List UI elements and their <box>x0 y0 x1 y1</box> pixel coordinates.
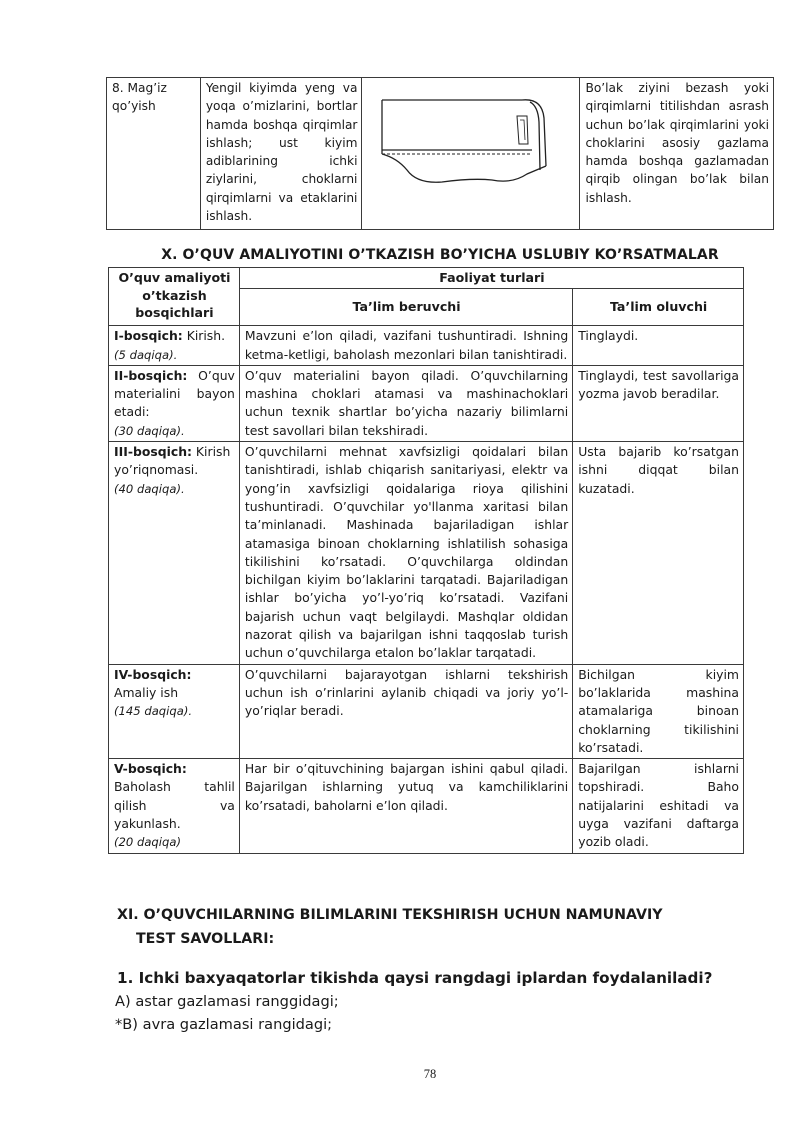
header-teacher: Ta’lim beruvchi <box>239 289 572 326</box>
header-activity: Faoliyat turlari <box>239 268 743 289</box>
table-row <box>109 442 744 665</box>
stage-cell <box>109 759 240 853</box>
table-row <box>107 78 774 230</box>
student-activity: Tinglaydi. <box>573 326 744 366</box>
stage-title: O’quv materialini bayon etadi: <box>114 367 235 420</box>
stage-title: Baholash tahlil qilish va yakunlash. <box>114 779 235 832</box>
stage-label <box>114 367 235 422</box>
table-header-row <box>109 268 744 289</box>
stage-cell <box>109 365 240 441</box>
section-11-title-line2: TEST SAVOLLARI: <box>136 931 275 947</box>
stage-name: IV-bosqich: <box>114 666 192 682</box>
header-stages: O’quv amaliyoti o’tkazish bosqichlari <box>109 268 240 326</box>
table-row <box>109 664 744 758</box>
student-activity: Bajarilgan ishlarni topshiradi. Baho natijalarini eshitadi va uyga vazifani daftarga yozib oladi. <box>573 759 744 853</box>
student-activity: Bichilgan kiyim bo’laklarida mashina atamalariga binoan choklarning tikilishini ko’rsatadi. <box>573 664 744 758</box>
table-row <box>109 759 744 853</box>
operation-step-number: 8. Mag’iz <box>112 81 167 95</box>
operation-illustration-cell <box>362 78 580 230</box>
teacher-activity: O’quvchilarni mehnat xavfsizligi qoidalari bilan tanishtiradi, ishlab chiqarish sanitariyasi, elektr va yong’in xavfsizligi qoidalariga rioya qilishini tushuntiradi. O’quvchilar yo'llanma xaritasi bilan ta’minlanadi. Mashinada bajariladigan ishlar atamasiga binoan choklarning ishlatilish sohasiga tikilishini ko’rsatadi. O’quvchilarga oldindan bichilgan kiyim bo’laklarini tarqatadi. Bajariladigan ishlar bo’yicha yo’l-yo’riq ko’rsatadi. Vazifani bajarish uchun vaqt belgilaydi. Mashqlar oldidan nazorat qilish va bajarilgan ishni taqqoslab turish uchun o’quvchilarga etalon bo’laklar tarqatadi. <box>239 442 572 665</box>
stage-title: Amaliy ish <box>114 684 179 700</box>
stage-cell <box>109 664 240 758</box>
table-row <box>109 365 744 441</box>
test-question: 1. Ichki baxyaqatorlar tikishda qaysi rangdagi iplardan foydalaniladi? <box>117 969 713 987</box>
stage-name: V-bosqich: <box>114 761 187 777</box>
student-activity: Tinglaydi, test savollariga yozma javob beradilar. <box>573 365 744 441</box>
section-11-title-line1: XI. O’QUVCHILARNING BILIMLARINI TEKSHIRISH UCHUN NAMUNAVIY <box>117 907 663 923</box>
stage-time: (40 daqiqa). <box>114 481 185 496</box>
section-11-title <box>117 903 717 951</box>
stage-name: III-bosqich: <box>114 444 192 460</box>
teacher-activity: O’quv materialini bayon qiladi. O’quvchilarning mashina choklari atamasi va mashinachoklari uchun texnik shartlar bo’yicha nazariy bilimlarni test savollari bilan tekshiradi. <box>239 365 572 441</box>
stage-title: Kirish. <box>182 328 226 344</box>
stage-name: I-bosqich: <box>114 328 183 344</box>
table-row <box>109 326 744 366</box>
operation-note: Bo’lak ziyini bezash yoki qirqimlarni titilishdan asrash uchun bo’lak qirqimlarini yoki choklarini asosiy gazlama hamda boshqa gazlamadan qirqib olingan bo’lak bilan ishlash. <box>580 78 774 230</box>
teacher-activity: Har bir o’qituvchining bajargan ishini qabul qiladi. Bajarilgan ishlarning yutuq va kamchiliklarini ko’rsatadi, baholarni e’lon qiladi. <box>239 759 572 853</box>
methodology-table <box>108 267 744 854</box>
operations-table <box>106 77 774 230</box>
header-student: Ta’lim oluvchi <box>573 289 744 326</box>
stage-name: II-bosqich: <box>114 367 188 383</box>
section-10-title: X. O’QUV AMALIYOTINI O’TKAZISH BO’YICHA USLUBIY KO’RSATMALAR <box>161 247 719 263</box>
operation-step-name: qo’yish <box>112 99 156 114</box>
teacher-activity: Mavzuni e’lon qiladi, vazifani tushuntiradi. Ishning ketma-ketligi, baholash mezonlari bilan tanishtiradi. <box>239 326 572 366</box>
student-activity: Usta bajarib ko’rsatgan ishni diqqat bilan kuzatadi. <box>573 442 744 665</box>
stage-time: (30 daqiqa). <box>114 423 185 438</box>
operation-step-cell <box>107 78 201 230</box>
answer-option-a: A) astar gazlamasi ranggidagi; <box>115 993 339 1010</box>
piping-seam-illustration <box>362 78 579 224</box>
stage-title: Kirish yo’riqnomasi. <box>114 444 231 478</box>
stage-time: (20 daqiqa) <box>114 835 181 850</box>
teacher-activity: O’quvchilarni bajarayotgan ishlarni tekshirish uchun ish o’rinlarini aylanib chiqadi va joriy yo’l-yo’riqlar beradi. <box>239 664 572 758</box>
stage-time: (5 daqiqa). <box>114 347 178 362</box>
page-number: 78 <box>423 1067 437 1081</box>
stage-time: (145 daqiqa). <box>114 704 193 719</box>
stage-cell <box>109 326 240 366</box>
operation-description: Yengil kiyimda yeng va yoqa o’mizlarini, bortlar hamda boshqa qirqimlar ishlash; ust kiyim adiblarining ichki ziylarini, choklarni qirqimlarni va etaklarini ishlash. <box>200 78 362 230</box>
answer-option-b: *B) avra gazlamasi rangidagi; <box>115 1016 333 1033</box>
stage-cell <box>109 442 240 665</box>
